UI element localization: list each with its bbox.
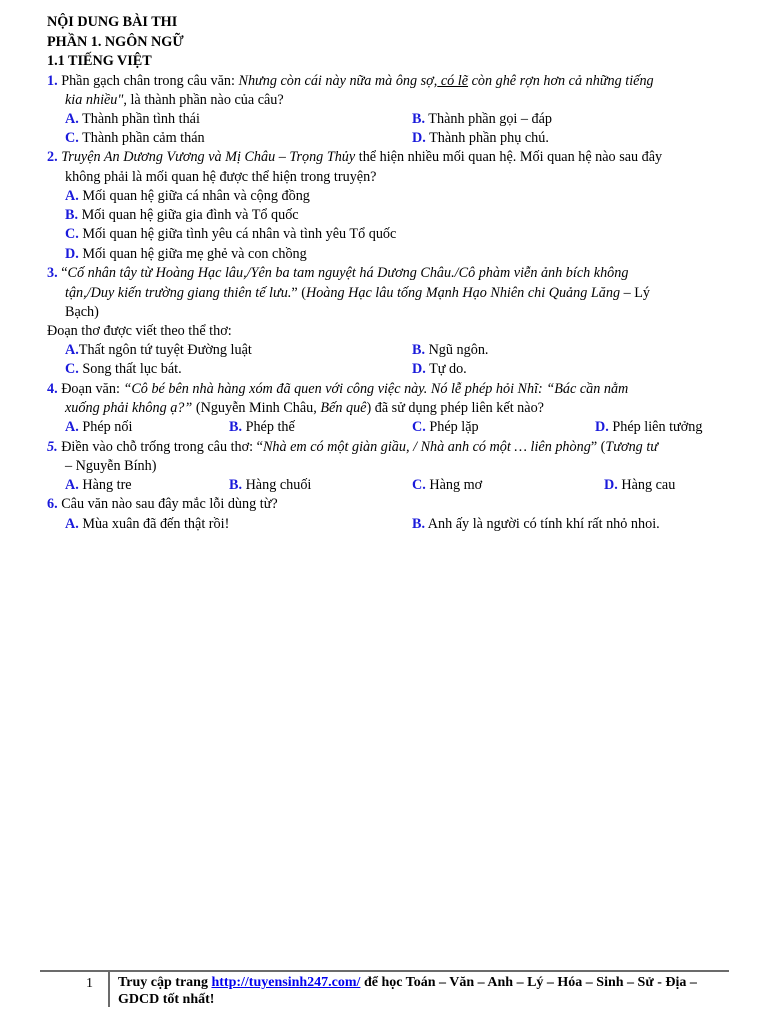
footer-link[interactable]: http://tuyensinh247.com/	[211, 975, 361, 990]
question-number: 5.	[47, 439, 58, 455]
question-2: 2. Truyện An Dương Vương và Mị Châu – Trọng Thủy thể hiện nhiều mối quan hệ. Mối quan hệ nào sau đây	[47, 149, 663, 165]
option-d: D. Mối quan hệ giữa mẹ ghẻ và con chồng	[65, 246, 307, 262]
option-b: B. Thành phần gọi – đáp	[412, 111, 553, 127]
poem-quote: Cố nhân tây từ Hoàng Hạc lâu,/Yên ba tam nguyệt há Dương Châu./Cô phàm viễn ảnh bích không	[67, 265, 629, 281]
option-a: A. Phép nối	[65, 419, 133, 435]
option-d: D. Hàng cau	[604, 477, 676, 493]
part-heading: PHẦN 1. NGÔN NGỮ	[47, 34, 184, 50]
question-3-prompt: Đoạn thơ được viết theo thể thơ:	[47, 323, 232, 339]
option-a: A. Thành phần tình thái	[65, 111, 200, 127]
question-1-cont: kia nhiều", là thành phần nào của câu?	[65, 92, 284, 108]
option-c: C. Song thất lục bát.	[65, 361, 182, 377]
question-5: 5. Điền vào chỗ trống trong câu thơ: “Nhà em có một giàn giầu, / Nhà anh có một … liên phòng” (Tương tư	[47, 439, 659, 455]
option-b: B. Hàng chuối	[229, 477, 312, 493]
option-d: D. Phép liên tưởng	[595, 419, 703, 435]
option-c: C. Thành phần cảm thán	[65, 130, 205, 146]
option-b: B. Mối quan hệ giữa gia đình và Tổ quốc	[65, 207, 299, 223]
footer-divider	[40, 970, 729, 972]
option-b: B. Anh ấy là người có tính khí rất nhỏ nhoi.	[412, 516, 660, 532]
option-d: D. Tự do.	[412, 361, 467, 377]
question-number: 6.	[47, 496, 58, 512]
option-b: B. Ngũ ngôn.	[412, 342, 489, 358]
question-number: 3.	[47, 265, 58, 281]
option-c: C. Mối quan hệ giữa tình yêu cá nhân và tình yêu Tổ quốc	[65, 226, 397, 242]
footer-text: Truy cập trang http://tuyensinh247.com/ để học Toán – Văn – Anh – Lý – Hóa – Sinh – Sử - Địa – GDCD tốt nhất!	[118, 975, 697, 1007]
option-c: C. Hàng mơ	[412, 477, 483, 493]
question-4-cont: xuống phải không ạ?” (Nguyễn Minh Châu, Bến quê) đã sử dụng phép liên kết nào?	[65, 400, 544, 416]
page-number: 1	[86, 976, 93, 991]
question-5-cont: – Nguyễn Bính)	[65, 458, 157, 474]
question-1: 1. Phần gạch chân trong câu văn: Nhưng còn cái này nữa mà ông sợ, có lẽ còn ghê rợn hơn cả những tiếng	[47, 73, 654, 89]
option-a: A. Mùa xuân đã đến thật rồi!	[65, 516, 230, 532]
question-number: 2.	[47, 149, 58, 165]
question-number: 4.	[47, 381, 58, 397]
option-c: C. Phép lặp	[412, 419, 479, 435]
question-6: 6. Câu văn nào sau đây mắc lỗi dùng từ?	[47, 496, 278, 512]
question-number: 1.	[47, 73, 58, 89]
option-a: A. Mối quan hệ giữa cá nhân và cộng đồng	[65, 188, 310, 204]
question-3: 3. “Cố nhân tây từ Hoàng Hạc lâu,/Yên ba tam nguyệt há Dương Châu./Cô phàm viễn ảnh bích không	[47, 265, 629, 281]
question-4: 4. Đoạn văn: “Cô bé bên nhà hàng xóm đã quen với công việc này. Nó lễ phép hỏi Nhĩ: “Bác cần nằm	[47, 381, 629, 397]
question-3-cont: tận,/Duy kiến trường giang thiên tế lưu.” (Hoàng Hạc lâu tống Mạnh Hạo Nhiên chi Quảng Lăng – Lý	[65, 285, 650, 301]
footer-vertical-divider	[108, 971, 110, 1007]
question-2-cont: không phải là mối quan hệ được thể hiện trong truyện?	[65, 169, 377, 185]
option-d: D. Thành phần phụ chú.	[412, 130, 549, 146]
option-b: B. Phép thế	[229, 419, 295, 435]
question-3-author: Bạch)	[65, 304, 99, 320]
section-heading: NỘI DUNG BÀI THI	[47, 14, 178, 30]
subsection-heading: 1.1 TIẾNG VIỆT	[47, 53, 152, 69]
option-a: A.Thất ngôn tứ tuyệt Đường luật	[65, 342, 252, 358]
underlined-phrase: có lẽ	[437, 73, 469, 89]
option-a: A. Hàng tre	[65, 477, 132, 493]
